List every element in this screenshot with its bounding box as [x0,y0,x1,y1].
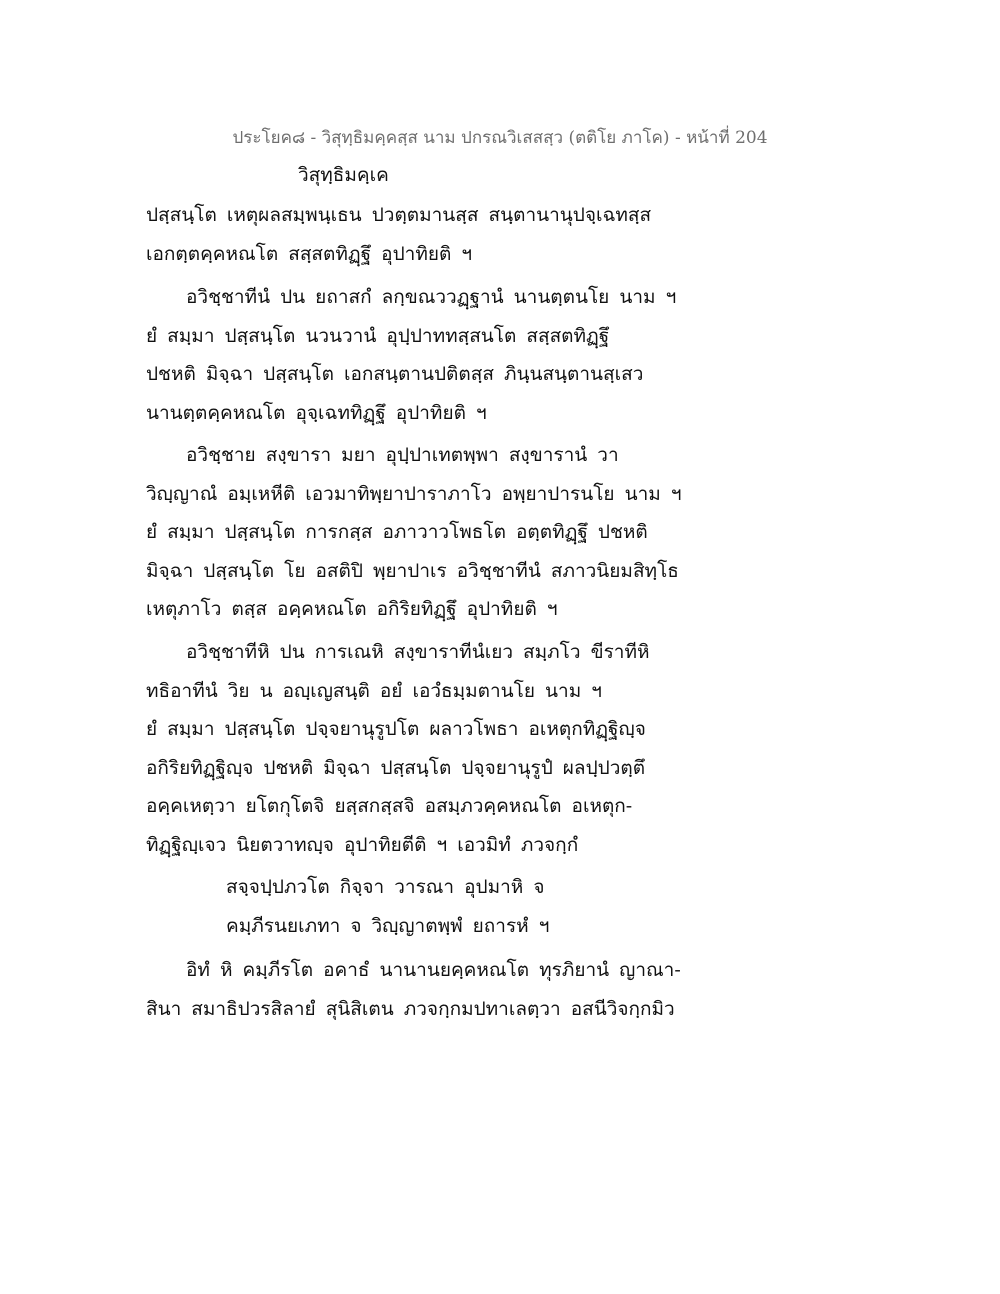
paragraph-line: ทธิอาทีนํ วิย น อญฺเญสนฺติ อยํ เอวํธมฺมตานโย นาม ฯ [146,680,602,702]
verse-line: สจฺจปฺปภวโต กิจฺจา วารณา อุปมาหิ จ [226,876,545,898]
verse-line: คมฺภีรนยเภทา จ วิญฺญาตพฺพํ ยถารหํ ฯ [226,915,550,937]
paragraph-line: สินา สมาธิปวรสิลายํ สุนิสิเตน ภวจกฺกมปทาเลตฺวา อสนีวิจกฺกมิว [146,998,675,1020]
paragraph-line: อกิริยทิฏฺฐิญฺจ ปชหติ มิจฺฉา ปสฺสนฺโต ปจฺจยานุรูปํ ผลปฺปวตฺตึ [146,757,646,779]
paragraph-line: เหตุภาโว ตสฺส อคฺคหณโต อกิริยทิฏฺฐึ อุปาทิยติ ฯ [146,598,558,620]
paragraph-line: ปชหติ มิจฺฉา ปสฺสนฺโต เอกสนฺตานปติตสฺส ภินฺนสนฺตานสฺเสว [146,363,644,385]
paragraph-line: นานตฺตคฺคหณโต อุจฺเฉททิฏฺฐึ อุปาทิยติ ฯ [146,402,487,424]
paragraph-line: มิจฺฉา ปสฺสนฺโต โย อสติปิ พฺยาปาเร อวิชฺชาทีนํ สภาวนิยมสิทฺโธ [146,560,679,582]
paragraph-line: ยํ สมฺมา ปสฺสนฺโต ปจฺจยานุรูปโต ผลาวโพธา อเหตุกทิฏฺฐิญฺจ [146,718,646,740]
paragraph-line: ปสฺสนฺโต เหตุผลสมฺพนฺเธน ปวตฺตมานสฺส สนฺตานานุปจฺเฉทสฺส [146,204,652,226]
paragraph-line: วิญฺญาณํ อมฺเหหีติ เอวมาทิพฺยาปาราภาโว อพฺยาปารนโย นาม ฯ [146,483,682,505]
paragraph-line: ยํ สมฺมา ปสฺสนฺโต การกสฺส อภาวาวโพธโต อตฺตทิฏฺฐึ ปชหติ [146,521,648,543]
book-title: วิสุทฺธิมคฺเค [298,164,389,186]
paragraph-line: อวิชฺชาทีหิ ปน การเณหิ สงฺขาราทีนํเยว สมฺภโว ขีราทีหิ [186,641,650,663]
paragraph-line: ทิฏฺฐิญฺเจว นิยตวาทญฺจ อุปาทิยตีติ ฯ เอวมิทํ ภวจกฺกํ [146,834,579,856]
paragraph-line: อคฺคเหตฺวา ยโตกุโตจิ ยสฺสกสฺสจิ อสมฺภวคฺคหณโต อเหตุก- [146,795,633,817]
running-header: ประโยค๘ - วิสุทฺธิมคฺคสฺส นาม ปกรณวิเสสสฺว (ตติโย ภาโค) - หน้าที่ 204 [232,128,768,148]
paragraph-line: อิทํ หิ คมฺภีรโต อคาธํ นานานยคฺคหณโต ทุรภิยานํ ญาณา- [186,959,681,981]
paragraph-line: ยํ สมฺมา ปสฺสนฺโต นวนวานํ อุปฺปาททสฺสนโต สสฺสตทิฏฺฐึ [146,325,610,347]
paragraph-line: อวิชฺชาทีนํ ปน ยถาสกํ ลกฺขณววฏฺฐานํ นานตฺตนโย นาม ฯ [186,286,677,308]
paragraph-line: เอกตฺตคฺคหณโต สสฺสตทิฏฺฐึ อุปาทิยติ ฯ [146,243,473,265]
paragraph-line: อวิชฺชาย สงฺขารา มยา อุปฺปาเทตพฺพา สงฺขารานํ วา [186,444,619,466]
